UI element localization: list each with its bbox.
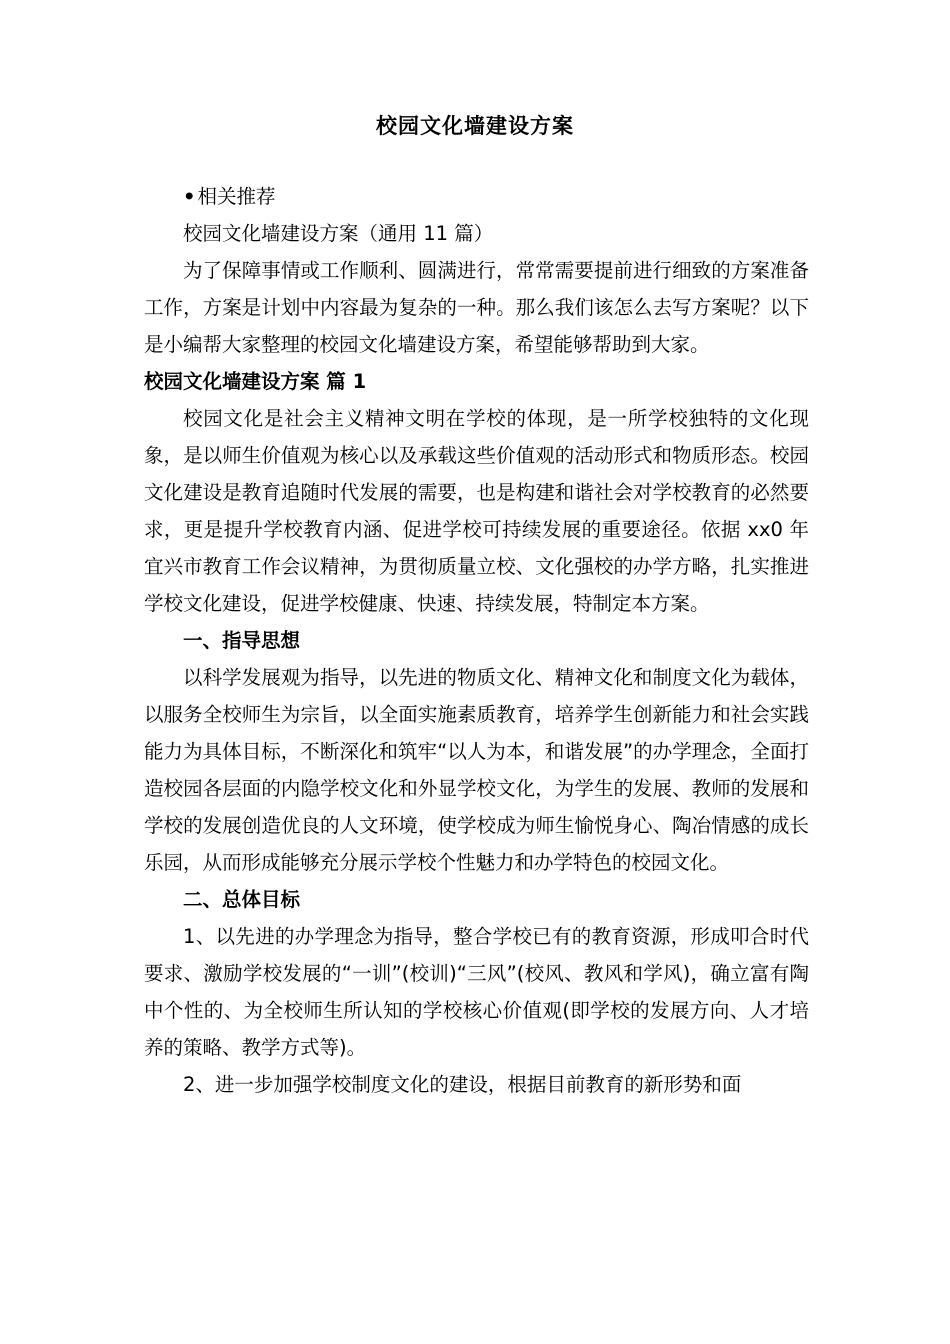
heading-guiding-ideology: 一、指导思想 [183,629,301,652]
related-recommendations [144,178,809,215]
bullet-icon: • [183,185,196,208]
paragraph-2: 以科学发展观为指导，以先进的物质文化、精神文化和制度文化为载体，以服务全校师生为宗旨，以全面实施素质教育，培养学生创新能力和社会实践能力为具体目标，不断深化和筑牢“以人为本，和谐发展”的办学理念，全面打造校园各层面的内隐学校文化和外显学校文化，为学生的发展、教师的发展和学校的发展创造优良的人文环境，使学校成为师生愉悦身心、陶冶情感的成长乐园，从而形成能够充分展示学校个性魅力和办学特色的校园文化。 [144,666,809,874]
heading-overall-goals: 二、总体目标 [183,888,301,911]
list-item-1: 1、以先进的办学理念为指导，整合学校已有的教育资源，形成叩合时代要求、激励学校发展的“一训”(校训)“三风”(校风、教风和学风)，确立富有陶中个性的、为全校师生所认知的学校核心价值观(即学校的发展方向、人才培养的策略、教学方式等)。 [144,925,809,1059]
section-title: 校园文化墙建设方案 篇 1 [144,370,367,393]
paragraph-1: 校园文化是社会主义精神文明在学校的体现，是一所学校独特的文化现象，是以师生价值观为核心以及承载这些价值观的活动形式和物质形态。校园文化建设是教育追随时代发展的需要，也是构建和谐社会对学校教育的必然要求，更是提升学校教育内涵、促进学校可持续发展的重要途径。依据 xx0 年宜兴市教育工作会议精神，为贯彻质量立校、文化强校的办学方略，扎实推进学校文化建设，促进学校健康、快速、持续发展，特制定本方案。 [144,407,809,615]
document-title: 校园文化墙建设方案 [376,114,574,138]
related-link[interactable]: 校园文化墙建设方案（通用 11 篇） [183,222,494,245]
related-label: 相关推荐 [197,185,276,208]
list-item-2: 2、进一步加强学校制度文化的建设，根据目前教育的新形势和面 [183,1073,742,1096]
intro-paragraph: 为了保障事情或工作顺利、圆满进行，常常需要提前进行细致的方案准备工作，方案是计划中内容最为复杂的一种。那么我们该怎么去写方案呢？以下是小编帮大家整理的校园文化墙建设方案，希望能够帮助到大家。 [144,259,809,356]
document-body [144,178,809,1103]
